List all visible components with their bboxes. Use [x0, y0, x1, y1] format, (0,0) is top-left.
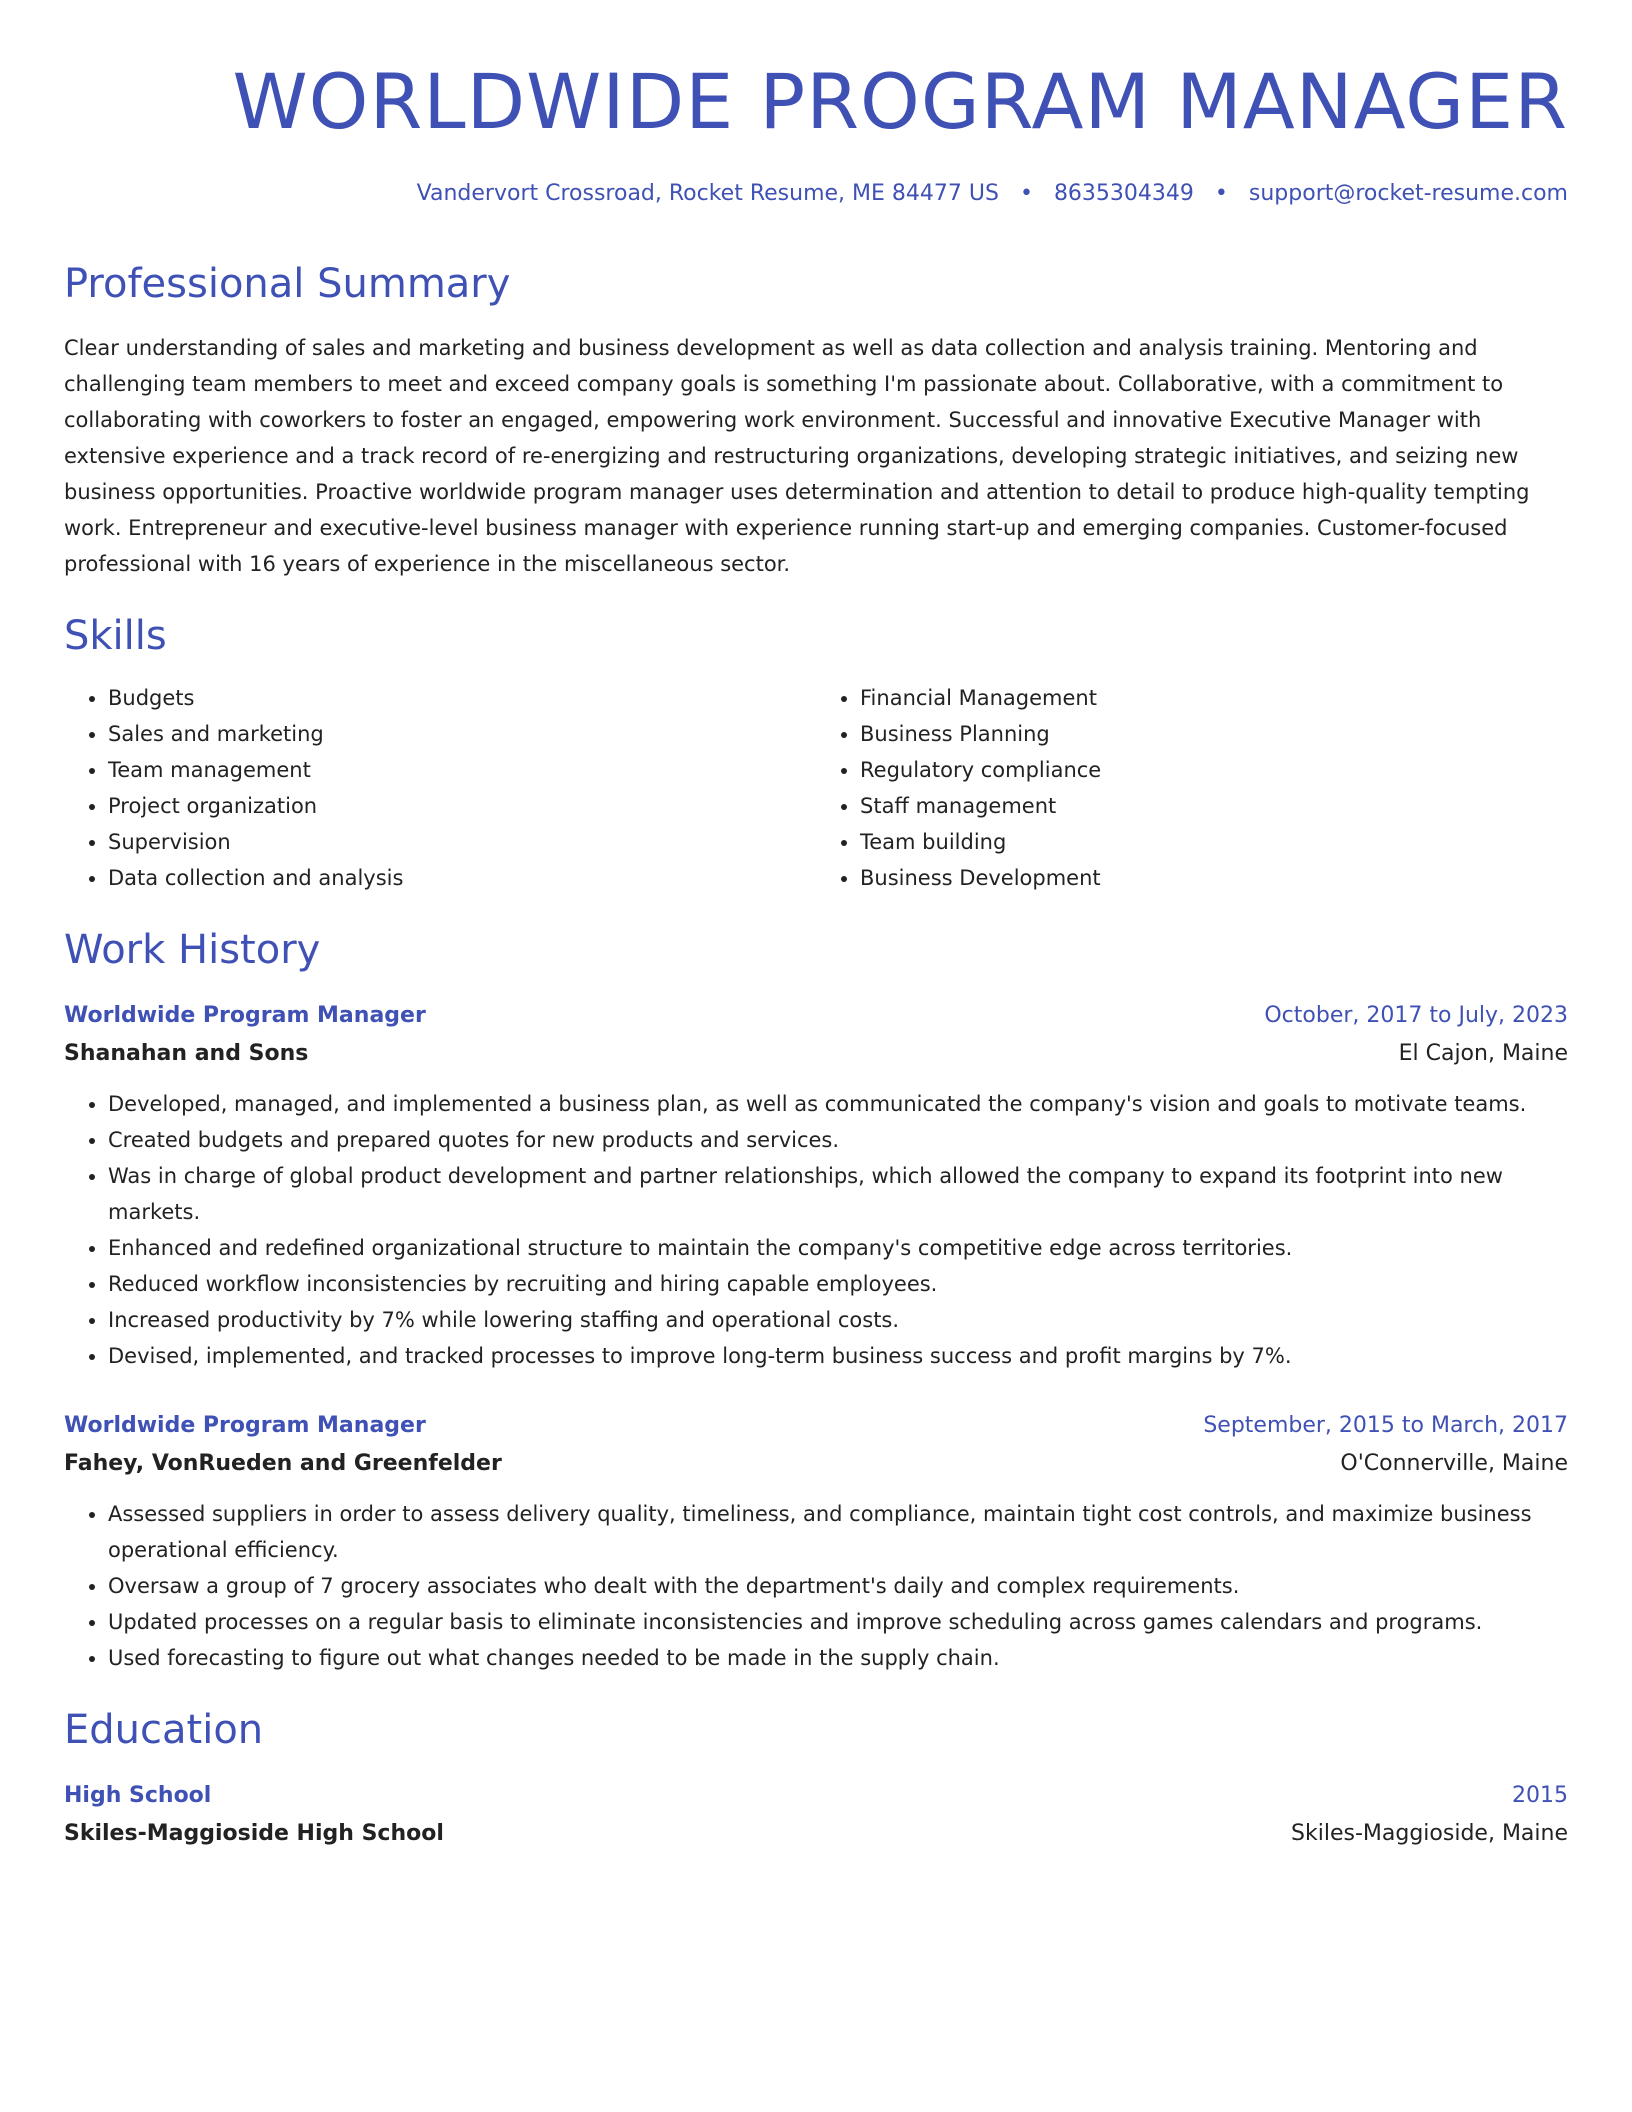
skills-column-left	[64, 680, 816, 896]
resume-header	[64, 54, 1568, 210]
contact-email: support@rocket-resume.com	[1248, 181, 1568, 206]
job-title: Worldwide Program Manager	[64, 1413, 426, 1438]
skill-item: • Financial Management	[860, 680, 1568, 716]
education-school: Skiles-Maggioside High School	[64, 1821, 444, 1846]
job-dates: October, 2017 to July, 2023	[1264, 1003, 1568, 1028]
education-degree-row	[64, 1778, 1568, 1814]
job-bullet: • Enhanced and redefined organizational structure to maintain the company's competitive edge across territories.	[108, 1230, 1568, 1266]
job-company: Fahey, VonRueden and Greenfelder	[64, 1451, 502, 1476]
education-entry	[64, 1778, 1568, 1854]
job-dates: September, 2015 to March, 2017	[1203, 1413, 1568, 1438]
job-entry	[64, 1408, 1568, 1676]
job-company-row	[64, 1444, 1568, 1484]
job-bullet: • Developed, managed, and implemented a business plan, as well as communicated the company's vision and goals to motivate teams.	[108, 1086, 1568, 1122]
skill-item: • Supervision	[108, 824, 816, 860]
contact-address: Vandervort Crossroad, Rocket Resume, ME 84477 US	[416, 181, 999, 206]
job-bullets	[64, 1496, 1568, 1676]
job-company-row	[64, 1034, 1568, 1074]
skill-item: • Staff management	[860, 788, 1568, 824]
job-bullet: • Updated processes on a regular basis to eliminate inconsistencies and improve scheduling across games calendars and programs.	[108, 1604, 1568, 1640]
education-year: 2015	[1512, 1783, 1568, 1808]
education-school-row	[64, 1814, 1568, 1854]
job-bullets	[64, 1086, 1568, 1374]
skill-item: • Team building	[860, 824, 1568, 860]
contact-separator: •	[1214, 181, 1228, 206]
education-degree: High School	[64, 1783, 212, 1808]
skill-item: • Project organization	[108, 788, 816, 824]
job-bullet: • Assessed suppliers in order to assess delivery quality, timeliness, and compliance, maintain tight cost controls, and maximize business operational efficiency.	[108, 1496, 1568, 1568]
job-title-row	[64, 998, 1568, 1034]
job-location: El Cajon, Maine	[1398, 1041, 1568, 1066]
job-bullet: • Increased productivity by 7% while lowering staffing and operational costs.	[108, 1302, 1568, 1338]
job-entry	[64, 998, 1568, 1374]
skill-item: • Business Development	[860, 860, 1568, 896]
skill-item: • Team management	[108, 752, 816, 788]
job-bullet: • Used forecasting to figure out what changes needed to be made in the supply chain.	[108, 1640, 1568, 1676]
skill-item: • Business Planning	[860, 716, 1568, 752]
skill-item: • Budgets	[108, 680, 816, 716]
skill-item: • Sales and marketing	[108, 716, 816, 752]
job-bullet: • Reduced workflow inconsistencies by recruiting and hiring capable employees.	[108, 1266, 1568, 1302]
job-location: O'Connerville, Maine	[1340, 1451, 1568, 1476]
skills-list	[64, 680, 1568, 896]
job-bullet: • Was in charge of global product development and partner relationships, which allowed the company to expand its footprint into new markets.	[108, 1158, 1568, 1230]
skill-item: • Data collection and analysis	[108, 860, 816, 896]
contact-separator: •	[1019, 181, 1033, 206]
job-title: Worldwide Program Manager	[64, 1003, 426, 1028]
skills-column-right	[816, 680, 1568, 896]
skills-heading: Skills	[64, 613, 167, 659]
summary-text: Clear understanding of sales and marketing and business development as well as data collection and analysis training. Mentoring and challenging team members to meet and exceed company goals is something I'm passionate about. Collaborative, with a commitment to collaborating with coworkers to foster an engaged, empowering work environment. Successful and innovative Executive Manager with extensive experience and a track record of re-energizing and restructuring organizations, developing strategic initiatives, and seizing new business opportunities. Proactive worldwide program manager uses determination and attention to detail to produce high-quality tempting work. Entrepreneur and executive-level business manager with experience running start-up and emerging companies. Customer-focused professional with 16 years of experience in the miscellaneous sector.	[64, 336, 1530, 576]
education-heading: Education	[64, 1707, 264, 1753]
candidate-name: WORLDWIDE PROGRAM MANAGER	[232, 57, 1568, 146]
job-bullet: • Devised, implemented, and tracked processes to improve long-term business success and profit margins by 7%.	[108, 1338, 1568, 1374]
skill-item: • Regulatory compliance	[860, 752, 1568, 788]
job-company: Shanahan and Sons	[64, 1041, 309, 1066]
education-location: Skiles-Maggioside, Maine	[1291, 1821, 1568, 1846]
work-history-heading: Work History	[64, 927, 321, 973]
contact-phone: 8635304349	[1053, 181, 1194, 206]
job-bullet: • Created budgets and prepared quotes for new products and services.	[108, 1122, 1568, 1158]
contact-line	[64, 178, 1568, 210]
job-title-row	[64, 1408, 1568, 1444]
summary-heading: Professional Summary	[64, 261, 511, 307]
job-bullet: • Oversaw a group of 7 grocery associates who dealt with the department's daily and complex requirements.	[108, 1568, 1568, 1604]
